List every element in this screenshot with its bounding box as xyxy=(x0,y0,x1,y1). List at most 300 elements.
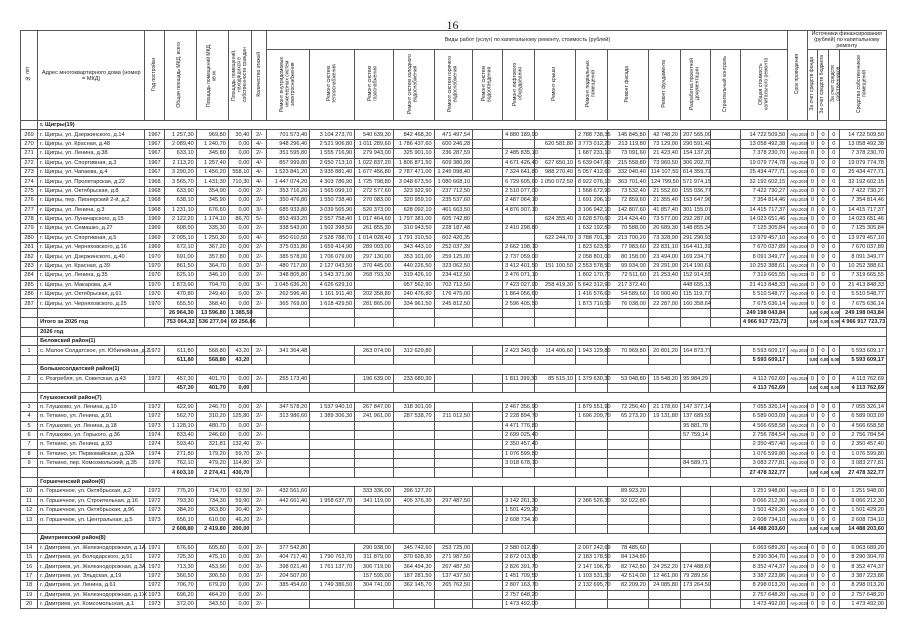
table-cell xyxy=(145,355,164,364)
table-cell: 2 127 043,50 xyxy=(310,261,355,270)
table-cell xyxy=(575,487,607,496)
table-cell: 13 596,80 xyxy=(196,308,228,317)
table-cell: 269 xyxy=(21,130,38,139)
table-cell: 7 670 037,89 xyxy=(740,243,787,252)
table-cell: 611,80 xyxy=(164,346,196,355)
table-cell: 0,00 xyxy=(228,233,252,242)
table-cell xyxy=(648,506,680,515)
table-cell: 270 083,00 xyxy=(355,196,394,205)
table-cell: 289 003,00 xyxy=(355,243,394,252)
table-cell: 16 000,40 xyxy=(648,290,680,299)
table-cell: 312 629,80 xyxy=(393,346,434,355)
section-title: Беловский район(1) xyxy=(38,336,887,345)
repair-program-table xyxy=(20,30,887,609)
table-cell: 262 596,40 xyxy=(267,290,310,299)
table-cell: 3/- xyxy=(252,280,267,289)
table-cell xyxy=(267,599,310,608)
table-cell: 0 xyxy=(807,290,818,299)
table-cell xyxy=(473,290,503,299)
table-cell: 80 158,00 xyxy=(608,252,649,261)
table-cell: 1 250,30 xyxy=(196,233,228,242)
table-cell: 7 125 305,84 xyxy=(740,224,787,233)
table-cell xyxy=(608,468,649,477)
table-cell: 0 xyxy=(818,449,829,458)
table-cell: 430,70 xyxy=(228,468,252,477)
table-cell: 57 759,14 xyxy=(680,430,710,439)
table-cell: 0 xyxy=(818,552,829,561)
table-cell: 0,00 xyxy=(818,318,829,327)
address-cell: г. Щигры, ул. Красная, д.39 xyxy=(38,261,145,270)
table-cell: 0 xyxy=(828,243,839,252)
table-cell: 11 xyxy=(21,496,38,505)
table-cell: Апр.2026 xyxy=(788,449,807,458)
table-row xyxy=(21,515,887,524)
table-cell: 540 639,30 xyxy=(355,130,394,139)
table-cell: 691,00 xyxy=(164,252,196,261)
subtotal-label xyxy=(38,524,145,533)
address-cell: г. Щигры, ул. Дзержинского, д.40 xyxy=(38,252,145,261)
table-cell xyxy=(788,308,807,317)
table-cell: 70 588,00 xyxy=(608,224,649,233)
table-cell: 568,80 xyxy=(196,346,228,355)
table-cell: 1 xyxy=(21,346,38,355)
table-cell xyxy=(710,524,740,533)
table-cell: 7 378 230,70 xyxy=(740,149,787,158)
table-cell: 4 113 762,69 xyxy=(740,374,787,383)
table-cell: Апр.2026 xyxy=(788,252,807,261)
table-cell: 1 431,30 xyxy=(196,177,228,186)
table-cell: 1 761 137,70 xyxy=(310,562,355,571)
table-cell: 1 786 437,60 xyxy=(393,139,434,148)
table-cell xyxy=(310,515,355,524)
table-cell: 0 xyxy=(807,214,818,223)
address-cell: г. Щигры, ул. Ленина, д.35 xyxy=(38,271,145,280)
table-cell xyxy=(393,308,434,317)
table-cell: 611,80 xyxy=(164,355,196,364)
table-cell: 10 252 388,61 xyxy=(839,261,886,270)
table-cell: 0 xyxy=(828,430,839,439)
table-cell: 1967 xyxy=(145,167,164,176)
table-cell xyxy=(252,383,267,392)
table-cell xyxy=(473,468,503,477)
table-cell: 2 528 788,70 xyxy=(310,233,355,242)
table-cell xyxy=(310,308,355,317)
table-cell xyxy=(473,130,503,139)
table-cell xyxy=(710,214,740,223)
table-cell xyxy=(535,440,576,449)
table-cell: 364,70 xyxy=(196,261,228,270)
table-cell: 448 655,13 xyxy=(680,280,710,289)
table-cell: 0 xyxy=(818,581,829,590)
table-cell: 1 502 398,50 xyxy=(310,224,355,233)
table-cell: 2 007 242,69 xyxy=(575,543,607,552)
table-cell: 343 443,10 xyxy=(393,243,434,252)
table-cell xyxy=(648,355,680,364)
table-cell xyxy=(710,196,740,205)
table-cell: 2 807 163,70 xyxy=(503,581,535,590)
table-cell xyxy=(575,355,607,364)
table-cell: 0 xyxy=(828,590,839,599)
table-cell xyxy=(575,515,607,524)
table-cell: 272 577,60 xyxy=(355,186,394,195)
table-cell: 1967 xyxy=(145,139,164,148)
table-cell: 0 xyxy=(818,496,829,505)
table-cell: 0 xyxy=(807,374,818,383)
table-cell xyxy=(21,534,38,543)
table-cell: 2 xyxy=(21,374,38,383)
table-cell: 1 076 599,80 xyxy=(839,449,886,458)
table-cell: 19 079 774,78 xyxy=(740,158,787,167)
table-cell: 14 xyxy=(21,543,38,552)
table-cell xyxy=(473,186,503,195)
table-cell xyxy=(535,224,576,233)
table-cell: 7 675 636,14 xyxy=(839,299,886,308)
table-cell: 0 xyxy=(828,205,839,214)
table-row xyxy=(21,177,887,186)
table-cell: 72 511,60 xyxy=(608,271,649,280)
table-row xyxy=(21,243,887,252)
table-cell: 2 826 391,70 xyxy=(503,562,535,571)
table-cell xyxy=(575,590,607,599)
table-cell: 2 788 738,36 xyxy=(575,130,607,139)
table-cell xyxy=(535,186,576,195)
table-cell: Апр.2026 xyxy=(788,590,807,599)
table-cell: 1972 xyxy=(145,562,164,571)
table-cell: 2/- xyxy=(252,290,267,299)
table-cell: 1 749 386,50 xyxy=(310,581,355,590)
table-row xyxy=(21,233,887,242)
address-cell: г. Щигры, ул. Луначарского, д.15 xyxy=(38,214,145,223)
table-cell xyxy=(473,252,503,261)
table-cell: 2 274,41 xyxy=(196,468,228,477)
table-cell xyxy=(355,280,394,289)
header-cell: Срок проведения xyxy=(788,31,807,121)
table-cell: 3 106 942,10 xyxy=(575,205,607,214)
table-cell: 114 406,60 xyxy=(535,346,576,355)
table-cell: 287 xyxy=(21,299,38,308)
table-cell: 14 722 509,50 xyxy=(839,130,886,139)
table-cell xyxy=(473,149,503,158)
table-cell: 301 155,07 xyxy=(680,205,710,214)
table-cell: 8 091 349,77 xyxy=(740,252,787,261)
table-cell: Апр.2026 xyxy=(788,346,807,355)
table-cell: 0,00 xyxy=(818,383,829,392)
table-cell: 676,60 xyxy=(164,543,196,552)
table-cell: 536 277,04 xyxy=(196,318,228,327)
table-cell: 297 130,00 xyxy=(355,252,394,261)
table-cell: 0 xyxy=(828,346,839,355)
table-cell: 0 xyxy=(818,590,829,599)
table-row xyxy=(21,506,887,515)
table-cell: 2/- xyxy=(252,196,267,205)
table-cell: 2/- xyxy=(252,506,267,515)
table-cell: 0,00 xyxy=(807,468,818,477)
table-cell xyxy=(473,562,503,571)
table-cell: 1974 xyxy=(145,440,164,449)
address-cell: п. Теткино, ул. Первомайская, д.32А xyxy=(38,449,145,458)
table-cell: 0 xyxy=(828,186,839,195)
table-cell: 375 031,80 xyxy=(267,243,310,252)
table-cell: 1970 xyxy=(145,299,164,308)
table-cell: 370 445,00 xyxy=(355,261,394,270)
table-cell: 1968 xyxy=(145,196,164,205)
table-cell: 1972 xyxy=(145,571,164,580)
table-cell: 341 364,48 xyxy=(267,346,310,355)
table-cell: 4 113 762,69 xyxy=(839,374,886,383)
table-cell: 7 670 037,89 xyxy=(839,243,886,252)
table-cell: 20 801,20 xyxy=(648,346,680,355)
table-cell: 0,00 xyxy=(828,524,839,533)
table-cell: 4/- xyxy=(252,139,267,148)
table-cell: 0,00 xyxy=(828,468,839,477)
table-cell: 0 xyxy=(818,290,829,299)
table-cell: 77 983,60 xyxy=(608,243,649,252)
table-cell: 160 358,64 xyxy=(680,299,710,308)
table-cell: 0 xyxy=(807,487,818,496)
table-cell: 173 264,50 xyxy=(680,581,710,590)
table-cell: 0,00 xyxy=(807,383,818,392)
table-cell: 2 419,80 xyxy=(196,524,228,533)
table-cell: 401,70 xyxy=(196,374,228,383)
table-cell: 345,80 xyxy=(196,149,228,158)
table-cell xyxy=(535,571,576,580)
table-cell xyxy=(393,468,434,477)
table-cell: 21 423,40 xyxy=(648,149,680,158)
table-cell xyxy=(680,383,710,392)
table-cell: 63,50 xyxy=(228,487,252,496)
table-cell: 0 xyxy=(818,177,829,186)
table-cell: 292 287,06 xyxy=(680,214,710,223)
table-cell xyxy=(648,590,680,599)
table-cell: 1967 xyxy=(145,149,164,158)
table-cell: 2/- xyxy=(252,459,267,468)
table-cell: 0 xyxy=(828,130,839,139)
table-cell xyxy=(21,524,38,533)
table-cell: 0,00 xyxy=(228,430,252,439)
header-cell: Количество этажей xyxy=(252,31,267,121)
table-cell: 0 xyxy=(807,599,818,608)
table-cell: 5 639 047,60 xyxy=(575,158,607,167)
table-cell xyxy=(535,543,576,552)
table-cell xyxy=(535,412,576,421)
table-cell: Апр.2026 xyxy=(788,271,807,280)
table-cell: 2 132 695,70 xyxy=(575,581,607,590)
table-cell xyxy=(473,299,503,308)
table-cell xyxy=(21,327,38,336)
table-cell xyxy=(393,421,434,430)
table-cell xyxy=(473,374,503,383)
subtotal-label xyxy=(38,468,145,477)
table-row xyxy=(21,590,887,599)
table-cell: 0 xyxy=(818,402,829,411)
table-cell: 2 608 734,10 xyxy=(503,515,535,524)
table-cell: 321,81 xyxy=(196,440,228,449)
table-cell xyxy=(648,440,680,449)
table-cell xyxy=(710,355,740,364)
table-cell: Апр.2026 xyxy=(788,581,807,590)
table-cell xyxy=(648,308,680,317)
table-cell: 2/- xyxy=(252,186,267,195)
table-cell xyxy=(434,318,473,327)
table-cell xyxy=(252,524,267,533)
table-cell: 14 415 717,37 xyxy=(839,205,886,214)
table-cell: 7 xyxy=(21,440,38,449)
table-cell: 363 701,40 xyxy=(608,177,649,186)
table-cell: 8 298 013,20 xyxy=(839,581,886,590)
table-cell: 1968 xyxy=(145,205,164,214)
table-row xyxy=(21,374,887,383)
table-cell xyxy=(434,421,473,430)
table-cell: 0 xyxy=(818,233,829,242)
table-cell: 70 969,80 xyxy=(608,346,649,355)
table-cell: 1970 xyxy=(145,290,164,299)
header-cell: Ремонт фасада xyxy=(608,50,649,121)
table-cell: 253 725,00 xyxy=(434,543,473,552)
table-cell: 72 859,60 xyxy=(608,196,649,205)
table-cell: 405 376,30 xyxy=(393,496,434,505)
table-cell: 241 961,00 xyxy=(355,412,394,421)
table-cell xyxy=(434,459,473,468)
table-cell: 0 xyxy=(828,280,839,289)
table-cell: 0,00 xyxy=(228,590,252,599)
table-cell xyxy=(710,543,740,552)
table-cell: 211 012,50 xyxy=(434,412,473,421)
table-cell: 2/- xyxy=(252,440,267,449)
table-cell: 267 487,50 xyxy=(434,562,473,571)
table-cell: 5 642 312,90 xyxy=(575,280,607,289)
table-cell: 6 729 605,60 xyxy=(503,177,535,186)
table-cell: Апр.2026 xyxy=(788,130,807,139)
table-row xyxy=(21,402,887,411)
table-cell: 0 xyxy=(828,167,839,176)
table-cell: 3 773 012,20 xyxy=(575,139,607,148)
table-row xyxy=(21,599,887,608)
table-cell xyxy=(575,468,607,477)
table-cell: 320 959,10 xyxy=(393,196,434,205)
table-cell: 2/- xyxy=(252,449,267,458)
table-cell: 276 xyxy=(21,196,38,205)
table-cell: 2/- xyxy=(252,299,267,308)
table-cell xyxy=(608,383,649,392)
table-cell xyxy=(535,308,576,317)
table-cell xyxy=(710,130,740,139)
table-cell: 73 960,50 xyxy=(648,158,680,167)
table-cell: 2/- xyxy=(252,515,267,524)
table-cell xyxy=(21,477,38,486)
table-cell: Апр.2026 xyxy=(788,374,807,383)
address-cell: г. Щигры, ул. Спортивная, д.3 xyxy=(38,158,145,167)
table-cell: 234 412,50 xyxy=(434,271,473,280)
address-cell: п. Горшечное, ул. Октябрьская, д.2 xyxy=(38,487,145,496)
table-cell: 25 434 477,71 xyxy=(740,167,787,176)
table-cell: 6 589 003,09 xyxy=(839,412,886,421)
table-cell: Апр.2026 xyxy=(788,139,807,148)
table-cell: 2 756 784,54 xyxy=(740,430,787,439)
table-cell: 762,10 xyxy=(164,459,196,468)
table-cell: 246,70 xyxy=(196,402,228,411)
table-cell: 323 922,90 xyxy=(393,186,434,195)
table-cell: 24 252,20 xyxy=(648,562,680,571)
table-cell: 306,50 xyxy=(196,571,228,580)
section-title: Глушковский район(7) xyxy=(38,393,887,402)
table-cell: 1972 xyxy=(145,374,164,383)
table-cell: 1972 xyxy=(145,552,164,561)
table-cell: 0 xyxy=(828,177,839,186)
table-cell: 0 xyxy=(807,552,818,561)
table-cell xyxy=(710,299,740,308)
table-cell: 13 058 492,38 xyxy=(839,139,886,148)
header-cell: Общая площадь МКД, всего xyxy=(164,31,196,121)
table-cell: 43,20 xyxy=(228,346,252,355)
table-cell: 605,80 xyxy=(196,543,228,552)
table-cell: 0 xyxy=(807,252,818,261)
table-cell xyxy=(535,421,576,430)
table-cell xyxy=(473,515,503,524)
table-cell: 2 485 835,10 xyxy=(503,149,535,158)
table-cell xyxy=(680,440,710,449)
table-cell: 1 473 492,00 xyxy=(503,599,535,608)
table-cell: 0 xyxy=(828,562,839,571)
table-cell xyxy=(710,308,740,317)
table-cell: 0 xyxy=(818,271,829,280)
table-cell: 154 137,20 xyxy=(680,149,710,158)
table-cell: 624 355,40 xyxy=(535,214,576,223)
table-cell xyxy=(608,308,649,317)
table-cell: 17 xyxy=(21,571,38,580)
table-cell: 157 595,00 xyxy=(355,571,394,580)
table-cell xyxy=(355,459,394,468)
header-cell: Разработка проектной документации xyxy=(680,50,710,121)
table-cell: Апр.2026 xyxy=(788,196,807,205)
table-cell: 628 092,10 xyxy=(393,205,434,214)
works-group-header: Виды работ (услуг) по капитальному ремонту, стоимость (рублей) xyxy=(267,31,788,50)
table-row xyxy=(21,440,887,449)
table-cell: 333 336,00 xyxy=(355,487,394,496)
table-cell: Апр.2026 xyxy=(788,459,807,468)
table-cell xyxy=(310,430,355,439)
table-cell: 29 291,00 xyxy=(648,261,680,270)
table-cell: 7 055 326,14 xyxy=(839,402,886,411)
table-cell: 18 xyxy=(21,581,38,590)
table-cell xyxy=(710,243,740,252)
table-cell xyxy=(310,590,355,599)
table-cell: 30,40 xyxy=(228,506,252,515)
table-row xyxy=(21,487,887,496)
table-cell xyxy=(473,581,503,590)
table-cell: 273 xyxy=(21,167,38,176)
table-cell xyxy=(355,599,394,608)
table-cell xyxy=(267,449,310,458)
table-cell xyxy=(648,459,680,468)
table-cell: 0 xyxy=(818,205,829,214)
table-cell xyxy=(355,468,394,477)
table-row xyxy=(21,224,887,233)
table-cell: 2 113,20 xyxy=(164,158,196,167)
table-cell xyxy=(608,524,649,533)
table-cell: Апр.2026 xyxy=(788,440,807,449)
table-cell: 608,50 xyxy=(164,224,196,233)
table-cell: 249 198 043,84 xyxy=(839,308,886,317)
table-cell: 245 812,50 xyxy=(434,299,473,308)
table-cell: 0,00 xyxy=(228,186,252,195)
table-cell xyxy=(710,383,740,392)
table-cell: 2 662 198,10 xyxy=(503,243,535,252)
table-row xyxy=(21,496,887,505)
table-cell: 84 589,71 xyxy=(680,459,710,468)
table-cell: 6 xyxy=(21,430,38,439)
table-cell: 351 595,80 xyxy=(267,149,310,158)
table-cell xyxy=(473,449,503,458)
